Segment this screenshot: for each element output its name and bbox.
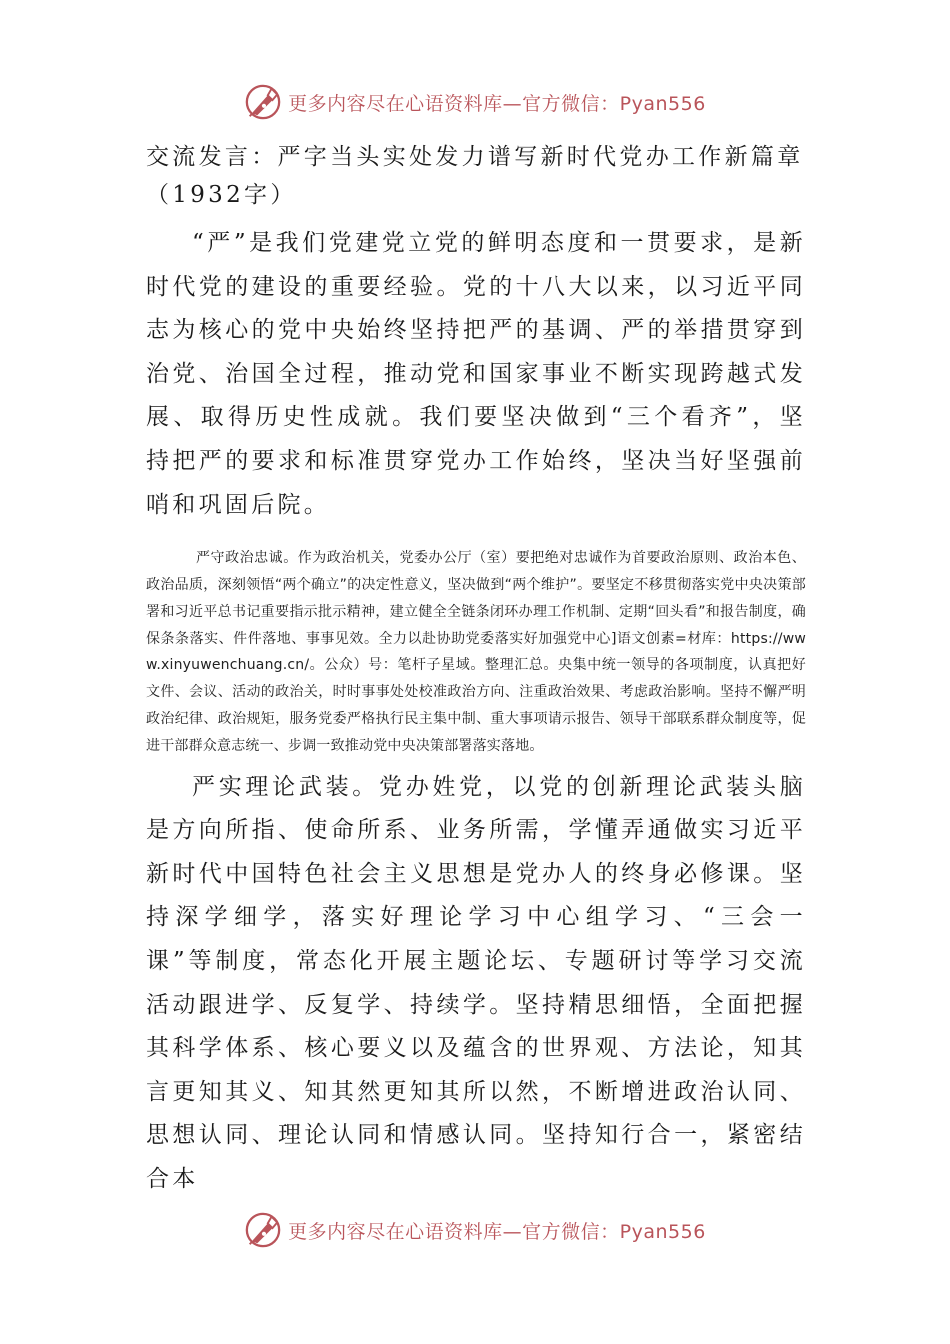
paragraph-intro: “严”是我们党建党立党的鲜明态度和一贯要求，是新时代党的建设的重要经验。党的十八大以来，以习近平同志为核心的党中央始终坚持把严的基调、严的举措贯穿到治党、治国全过程，推动党和国家事业不断实现跨越式发展、取得历史性成就。我们要坚决做到“三个看齐”，坚持把严的要求和标准贯穿党办工作始终，坚决当好坚强前哨和巩固后院。 xyxy=(146,230,806,518)
paragraph-theory-armament: 严实理论武装。党办姓党，以党的创新理论武装头脑是方向所指、使命所系、业务所需，学懂弄通做实习近平新时代中国特色社会主义思想是党办人的终身必修课。坚持深学细学，落实好理论学习中心组学习、“三会一课”等制度，常态化开展主题论坛、专题研讨等学习交流活动跟进学、反复学、持续学。坚持精思细悟，全面把握其科学体系、核心要义以及蕴含的世界观、方法论，知其言更知其义、知其然更知其所以然，不断增进政治认同、思想认同、理论认同和情感认同。坚持知行合一，紧密结合本 xyxy=(146,773,806,1192)
document-body xyxy=(146,138,806,1201)
pen-nib-logo-icon xyxy=(244,1211,282,1249)
document-title: 交流发言：严字当头实处发力谱写新时代党办工作新篇章（1932字） xyxy=(146,144,804,208)
header-banner xyxy=(0,80,950,124)
paragraph-political-loyalty: 严守政治忠诚。作为政治机关，党委办公厅（室）要把绝对忠诚作为首要政治原则、政治本色、政治品质，深刻领悟“两个确立”的决定性意义，坚决做到“两个维护”。要坚定不移贯彻落实党中央决策部署和习近平总书记重要指示批示精神，建立健全全链条闭环办理工作机制、定期“回头看”和报告制度，确保条条落实、件件落地、事事见效。全力以赴协助党委落实好加强党中心]语文创素=材库：https://www.xinyuwenchuang.cn/。公众）号：笔杆子星域。整理汇总。央集中统一领导的各项制度，认真把好文件、会议、活动的政治关，时时事事处处校准政治方向、注重政治效果、考虑政治影响。坚持不懈严明政治纪律、政治规矩，服务党委严格执行民主集中制、重大事项请示报告、领导干部联系群众制度等，促进干部群众意志统一、步调一致推动党中央决策部署落实落地。 xyxy=(146,550,806,754)
header-banner-text: 更多内容尽在心语资料库—官方微信：Pyan556 xyxy=(288,92,706,115)
pen-nib-logo-icon xyxy=(244,83,282,121)
footer-banner xyxy=(0,1208,950,1252)
footer-banner-text: 更多内容尽在心语资料库—官方微信：Pyan556 xyxy=(288,1220,706,1243)
